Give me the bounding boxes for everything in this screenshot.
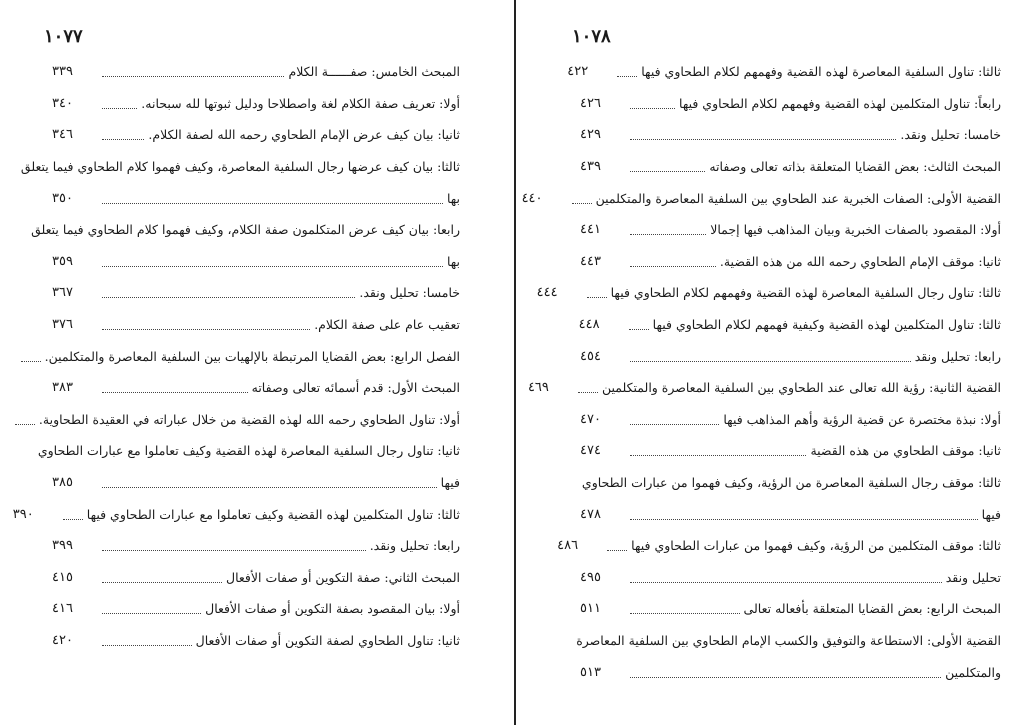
entry-title: أولا: نبذة مختصرة عن قضية الرؤية وأهم المذاهب فيها [723, 411, 1001, 427]
toc-entry [580, 214, 1001, 246]
entry-page: ٤٤٣ [580, 253, 601, 269]
dot-leader [102, 645, 192, 646]
entry-page: ٤٤١ [580, 222, 601, 238]
toc-entry [536, 277, 1001, 309]
entry-title: ثالثا: تناول رجال السلفية المعاصرة لهذه القضية وفهمهم لكلام الطحاوي فيها [610, 285, 1001, 301]
toc-entry [44, 340, 460, 372]
toc-entry [12, 498, 460, 530]
toc-entry [31, 214, 460, 246]
dot-leader [102, 550, 366, 551]
toc-entry [52, 530, 460, 562]
entry-page: ٤٤٤ [536, 285, 558, 301]
entry-page: ٣٥٠ [52, 190, 73, 206]
toc-entry [580, 88, 1001, 120]
dot-leader [630, 266, 716, 267]
entry-title: رابعا: تحليل ونقد [914, 348, 1001, 364]
entry-page: ٣٣٩ [52, 64, 73, 80]
toc-entry [580, 151, 1001, 183]
entry-title: المبحث الأول: قدم أسمائه تعالى وصفاته [251, 380, 460, 396]
dot-leader [630, 139, 896, 140]
dot-leader [607, 550, 627, 551]
toc-entry [52, 277, 460, 309]
entry-title: ثانيا: موقف الطحاوي من هذه القضية [810, 443, 1001, 459]
toc-entry [52, 309, 460, 341]
entry-page: ٣٩٩ [52, 538, 73, 554]
dot-leader [15, 424, 35, 425]
entry-title: خامسا: تحليل ونقد. [900, 127, 1001, 143]
entry-title: ثانيا: بيان كيف عرض الإمام الطحاوي رحمه الله لصفة الكلام. [148, 127, 460, 143]
entry-title: فيها [981, 506, 1001, 522]
toc-entry [37, 435, 460, 467]
toc-entry [580, 593, 1001, 625]
entry-title: أولا: المقصود بالصفات الخبرية وبيان المذاهب فيها إجمالا [710, 222, 1001, 238]
entry-title: المبحث الثاني: صفة التكوين أو صفات الأفعال [225, 569, 460, 585]
dot-leader [630, 234, 706, 235]
toc-entry [52, 467, 460, 499]
entry-title: أولا: تناول الطحاوي رحمه الله لهذه القضية من خلال عباراته في العقيدة الطحاوية. [38, 411, 460, 427]
entry-title: رابعاً: تناول المتكلمين لهذه القضية وفهمهم لكلام الطحاوي فيها [679, 95, 1001, 111]
toc-entry [527, 372, 1001, 404]
entry-page: ٣٦٧ [52, 285, 73, 301]
dot-leader [617, 76, 637, 77]
entry-page: ٤١٥ [52, 569, 73, 585]
dot-leader [630, 455, 806, 456]
dot-leader [629, 329, 649, 330]
toc-entry [580, 656, 1001, 688]
toc-entry [580, 562, 1001, 594]
dot-leader [102, 329, 310, 330]
dot-leader [102, 203, 443, 204]
dot-leader [102, 487, 437, 488]
dot-leader [102, 392, 248, 393]
entry-page: ٤٧٠ [580, 411, 601, 427]
entry-page: ٣٨٣ [52, 380, 73, 396]
entry-title: أولا: بيان المقصود بصفة التكوين أو صفات الأفعال [205, 601, 460, 617]
entry-title: بها [446, 190, 460, 206]
entry-title: ثانيا: تناول رجال السلفية المعاصرة لهذه القضية وكيف تعاملوا مع عبارات الطحاوي [37, 443, 460, 459]
entry-page: ٣٥٩ [52, 253, 73, 269]
toc-entry [52, 56, 460, 88]
entry-title: خامسا: تحليل ونقد. [359, 285, 460, 301]
toc-entry [580, 246, 1001, 278]
toc-entry [580, 404, 1001, 436]
dot-leader [630, 519, 978, 520]
entry-title: ثالثا: تناول السلفية المعاصرة لهذه القضية وفهمهم لكلام الطحاوي فيها [641, 64, 1001, 80]
toc-entry [580, 467, 1001, 499]
page-number: ١٠٧٧ [44, 26, 83, 47]
toc-entry [52, 182, 460, 214]
toc-entry [52, 372, 460, 404]
dot-leader [630, 424, 719, 425]
entry-title: القضية الأولى: الصفات الخبرية عند الطحاوي بين السلفية المعاصرة والمتكلمين [595, 190, 1001, 206]
dot-leader [102, 582, 222, 583]
toc-entry [521, 182, 1001, 214]
toc-entry [580, 498, 1001, 530]
dot-leader [102, 266, 443, 267]
entry-title: ثالثا: بيان كيف عرضها رجال السلفية المعاصرة، وكيف فهموا كلام الطحاوي فيما يتعلق [20, 159, 460, 175]
entry-page: ٣٤٦ [52, 127, 73, 143]
entry-page [0, 412, 9, 427]
dot-leader [630, 108, 675, 109]
entry-title: القضية الأولى: الاستطاعة والتوفيق والكسب الإمام الطحاوي بين السلفية المعاصرة [576, 632, 1001, 648]
entry-page: ٥١١ [580, 601, 601, 617]
entry-title: رابعا: بيان كيف عرض المتكلمون صفة الكلام، وكيف فهموا كلام الطحاوي فيما يتعلق [31, 222, 460, 238]
dot-leader [630, 582, 942, 583]
dot-leader [102, 76, 284, 77]
spine-divider [514, 0, 516, 725]
table-of-contents [12, 56, 460, 656]
toc-entry [52, 119, 460, 151]
entry-page: ٣٤٠ [52, 95, 73, 111]
dot-leader [578, 392, 598, 393]
entry-title: ثالثا: تناول المتكلمين لهذه القضية وكيفية فهمهم لكلام الطحاوي فيها [652, 317, 1001, 333]
toc-entry [20, 151, 460, 183]
entry-title: المبحث الثالث: بعض القضايا المتعلقة بذاته تعالى وصفاته [709, 159, 1001, 175]
toc-entry [576, 625, 1001, 657]
toc-entry [38, 404, 460, 436]
dot-leader [63, 519, 83, 520]
dot-leader [21, 361, 41, 362]
entry-page: ٤٢٠ [52, 632, 73, 648]
entry-page: ٤١٦ [52, 601, 73, 617]
toc-entry [52, 246, 460, 278]
entry-title: الفصل الرابع: بعض القضايا المرتبطة بالإلهيات بين السلفية المعاصرة والمتكلمين. [44, 348, 460, 364]
right-page [518, 0, 1031, 725]
entry-title: والمتكلمين [945, 664, 1001, 680]
dot-leader [630, 361, 911, 362]
entry-page: ٤٤٨ [578, 317, 600, 333]
entry-page: ٤٧٤ [580, 443, 601, 459]
entry-page: ٤٢٩ [580, 127, 601, 143]
toc-entry [580, 340, 1001, 372]
entry-page [0, 349, 15, 364]
entry-page: ٥١٣ [580, 664, 601, 680]
entry-page: ٤٢٦ [580, 95, 601, 111]
dot-leader [572, 203, 592, 204]
toc-entry [52, 562, 460, 594]
entry-page: ٤٢٢ [567, 64, 589, 80]
entry-title: فيها [440, 475, 460, 491]
entry-page: ٤٩٥ [580, 569, 601, 585]
dot-leader [630, 677, 941, 678]
entry-page: ٤٣٩ [580, 159, 601, 175]
entry-page: ٣٨٥ [52, 475, 73, 491]
dot-leader [102, 139, 144, 140]
entry-title: تعقيب عام على صفة الكلام. [314, 317, 460, 333]
toc-entry [567, 56, 1001, 88]
entry-page: ٣٧٦ [52, 317, 73, 333]
dot-leader [630, 171, 705, 172]
entry-title: بها [446, 253, 460, 269]
page-number: ١٠٧٨ [572, 26, 611, 47]
entry-title: ثالثا: تناول المتكلمين لهذه القضية وكيف تعاملوا مع عبارات الطحاوي فيها [86, 506, 460, 522]
entry-page: ٤٤٠ [521, 190, 543, 206]
toc-entry [52, 625, 460, 657]
entry-page: ٤٨٦ [557, 538, 579, 554]
entry-page: ٤٧٨ [580, 506, 601, 522]
dot-leader [102, 297, 355, 298]
entry-title: رابعا: تحليل ونقد. [369, 538, 460, 554]
toc-entry [580, 309, 1001, 341]
entry-title: ثانيا: موقف الإمام الطحاوي رحمه الله من هذه القضية. [719, 253, 1001, 269]
toc-entry [580, 119, 1001, 151]
entry-title: ثالثا: موقف رجال السلفية المعاصرة من الرؤية، وكيف فهموا من عبارات الطحاوي [581, 475, 1001, 491]
dot-leader [102, 108, 137, 109]
entry-title: ثانيا: تناول الطحاوي لصفة التكوين أو صفات الأفعال [195, 632, 460, 648]
dot-leader [102, 613, 201, 614]
dot-leader [587, 297, 607, 298]
entry-title: المبحث الرابع: بعض القضايا المتعلقة بأفعاله تعالى [743, 601, 1001, 617]
entry-title: ثالثا: موقف المتكلمين من الرؤية، وكيف فهموا من عبارات الطحاوي فيها [631, 538, 1001, 554]
dot-leader [630, 613, 740, 614]
toc-entry [52, 593, 460, 625]
entry-title: القضية الثانية: رؤية الله تعالى عند الطحاوي بين السلفية المعاصرة والمتكلمين [601, 380, 1001, 396]
table-of-contents [521, 56, 1001, 688]
entry-title: المبحث الخامس: صفــــــة الكلام [288, 64, 460, 80]
entry-page: ٤٥٤ [580, 348, 601, 364]
left-page [0, 0, 514, 725]
entry-title: أولا: تعريف صفة الكلام لغة واصطلاحا ودليل ثبوتها لله سبحانه. [141, 95, 460, 111]
toc-entry [557, 530, 1001, 562]
entry-page: ٣٩٠ [12, 506, 34, 522]
entry-title: تحليل ونقد [945, 569, 1001, 585]
toc-entry [52, 88, 460, 120]
entry-page: ٤٦٩ [527, 380, 549, 396]
toc-entry [580, 435, 1001, 467]
